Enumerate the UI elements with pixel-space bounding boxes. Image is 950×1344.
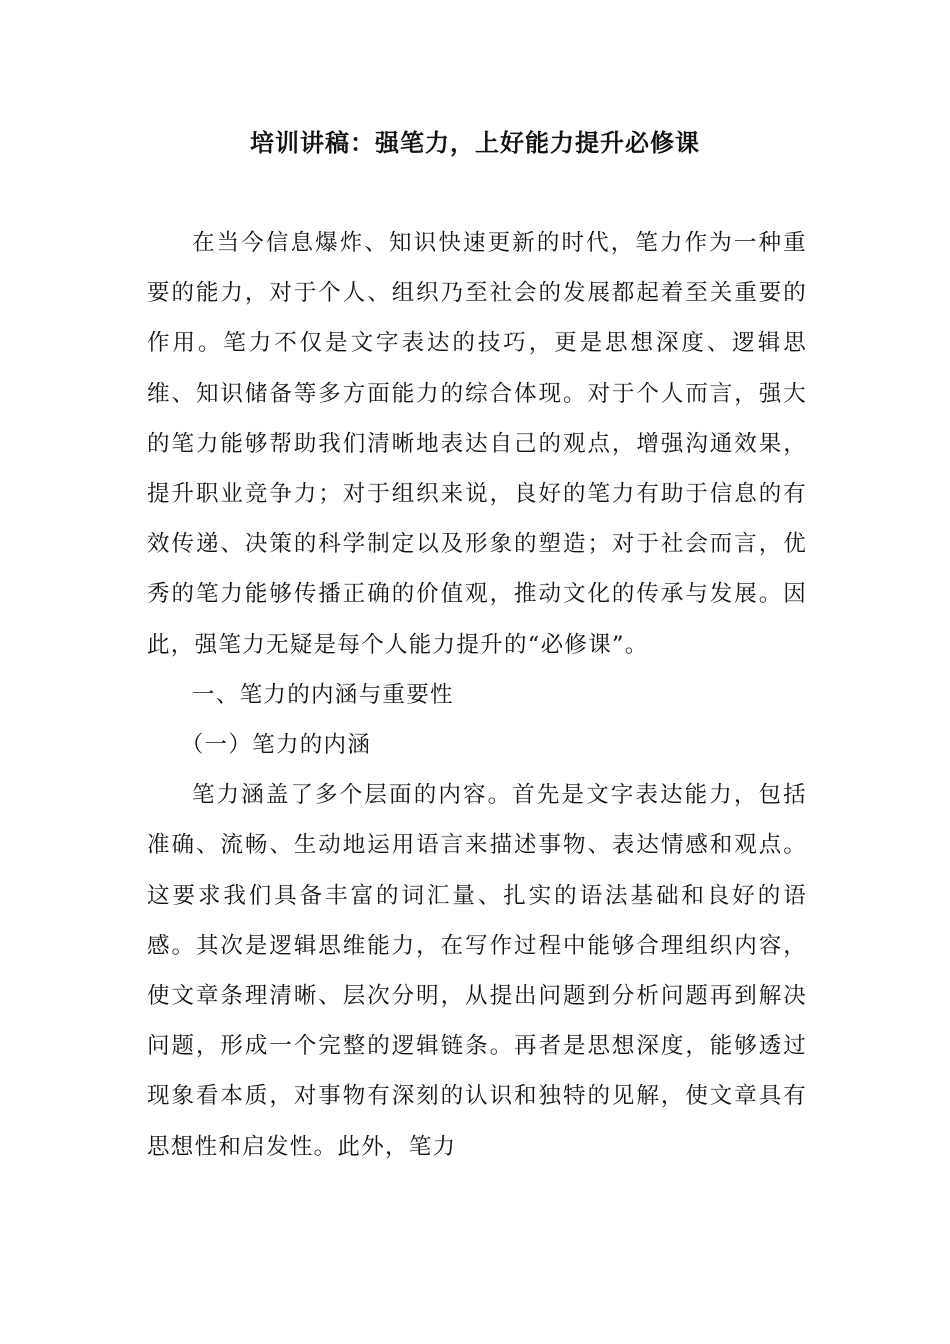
intro-paragraph: 在当今信息爆炸、知识快速更新的时代，笔力作为一种重要的能力，对于个人、组织乃至社会的发展都起着至关重要的作用。笔力不仅是文字表达的技巧，更是思想深度、逻辑思维、知识储备等多方面能力的综合体现。对于个人而言，强大的笔力能够帮助我们清晰地表达自己的观点，增强沟通效果，提升职业竞争力；对于组织来说，良好的笔力有助于信息的有效传递、决策的科学制定以及形象的塑造；对于社会而言，优秀的笔力能够传播正确的价值观，推动文化的传承与发展。因此，强笔力无疑是每个人能力提升的“必修课”。	[147, 230, 807, 658]
section-heading: 一、笔力的内涵与重要性	[192, 681, 454, 708]
body-paragraph: 笔力涵盖了多个层面的内容。首先是文字表达能力，包括准确、流畅、生动地运用语言来描述事物、表达情感和观点。这要求我们具备丰富的词汇量、扎实的语法基础和良好的语感。其次是逻辑思维能力，在写作过程中能够合理组织内容，使文章条理清晰、层次分明，从提出问题到分析问题再到解决问题，形成一个完整的逻辑链条。再者是思想深度，能够透过现象看本质，对事物有深刻的认识和独特的见解，使文章具有思想性和启发性。此外，笔力	[147, 782, 807, 1160]
subsection-heading: （一）笔力的内涵	[180, 732, 372, 759]
document-body	[147, 218, 807, 1172]
document-title: 培训讲稿：强笔力，上好能力提升必修课	[250, 128, 700, 157]
